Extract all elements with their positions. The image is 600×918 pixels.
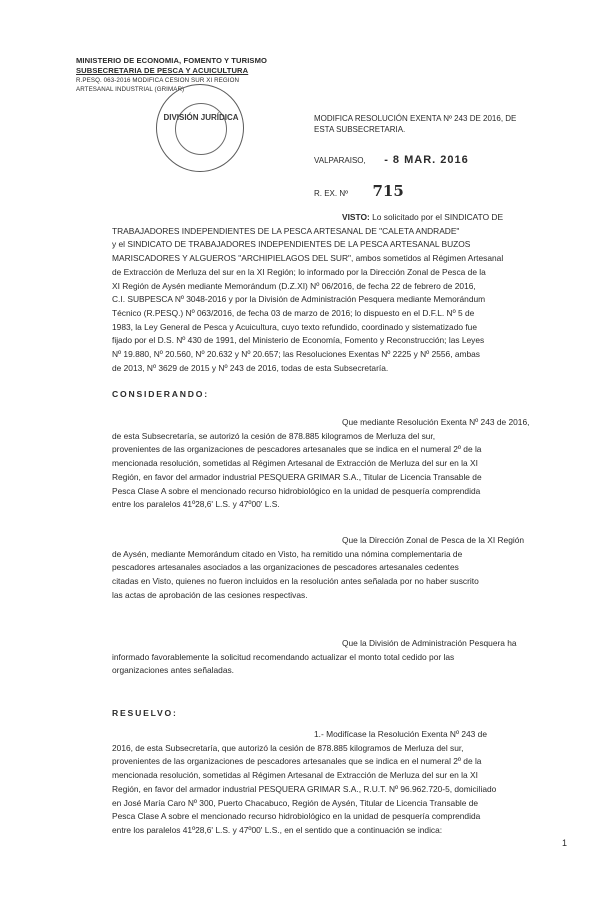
subject-block xyxy=(314,113,574,135)
visto-line: Lo solicitado por el SINDICATO DE xyxy=(372,212,504,222)
visto-line: Nº 19.880, Nº 20.560, Nº 20.632 y Nº 20.657; las Resoluciones Exentas Nº 2225 y Nº 2556, ambas xyxy=(112,349,480,360)
subject-line-2: ESTA SUBSECRETARIA. xyxy=(314,125,406,134)
rex-row xyxy=(314,182,514,201)
page-number: 1 xyxy=(562,838,568,848)
paragraph-line: Pesca Clase A sobre el mencionado recurso hidrobiológico en la unidad de pesquería comprendida xyxy=(112,811,481,822)
visto-line: MARISCADORES Y ALGUEROS "ARCHIPIELAGOS DEL SUR", ambos sometidos al Régimen Artesanal xyxy=(112,253,504,264)
visto-line: de Extracción de Merluza del sur en la XI Región; lo informado por la Dirección Zonal de Pesca de la xyxy=(112,266,486,277)
rex-label: R. EX. Nº xyxy=(314,189,349,198)
visto-line: fijado por el D.S. Nº 430 de 1991, del Ministerio de Economía, Fomento y Reconstrucción; las Leyes xyxy=(112,335,485,346)
paragraph-line: mencionada resolución, sometidas al Régimen Artesanal de Extracción de Merluza del sur en la XI xyxy=(112,458,478,469)
visto-line: y el SINDICATO DE TRABAJADORES INDEPENDIENTES DE LA PESCA ARTESANAL BUZOS xyxy=(112,239,471,250)
paragraph-line: entre los paralelos 41º28,6' L.S. y 47º00' L.S. xyxy=(112,499,280,510)
date-row xyxy=(314,150,574,168)
paragraph-line: informado favorablemente la solicitud recomendando actualizar el monto total cedido por las xyxy=(112,651,455,662)
paragraph-line: pescadores artesanales asociados a las organizaciones de pescadores artesanales cedentes xyxy=(112,562,459,573)
ministry-name: MINISTERIO DE ECONOMIA, FOMENTO Y TURISMO xyxy=(76,56,268,65)
reference-line-1: R.PESQ. 063-2016 MODIFICA CESION SUR XI REGION xyxy=(76,77,240,84)
resuelvo-heading: RESUELVO: xyxy=(112,708,178,718)
visto-line: TRABAJADORES INDEPENDIENTES DE LA PESCA ARTESANAL DE "CALETA ANDRADE" xyxy=(112,225,460,236)
paragraph-line: Región, en favor del armador industrial PESQUERA GRIMAR S.A., R.U.T. Nº 96.962.720-5, domiciliado xyxy=(112,783,497,794)
reference-line-2: ARTESANAL INDUSTRIAL (GRIMAR) xyxy=(76,86,185,93)
resuelvo-paragraph-1 xyxy=(112,728,572,838)
seal-inner-ring xyxy=(175,103,227,155)
paragraph-line: provenientes de las organizaciones de pescadores artesanales que se indica en el numeral 2º de la xyxy=(112,444,482,455)
paragraph-line: de esta Subsecretaría, se autorizó la cesión de 878.885 kilogramos de Merluza del sur, xyxy=(112,430,436,441)
paragraph-line: organizaciones antes señaladas. xyxy=(112,665,234,676)
paragraph-line: las actas de aprobación de las cesiones respectivas. xyxy=(112,589,308,600)
visto-line: XI Región de Aysén mediante Memorándum (D.Z.XI) Nº 06/2016, de fecha 22 de febrero de 2016, xyxy=(112,280,476,291)
visto-line: C.I. SUBPESCA Nº 3048-2016 y por la División de Administración Pesquera mediante Memorándum xyxy=(112,294,486,305)
division-juridica-seal xyxy=(156,84,244,172)
subject-line-1: MODIFICA RESOLUCIÓN EXENTA Nº 243 DE 2016, DE xyxy=(314,114,517,123)
seal-text: DIVISIÓN JURÍDICA xyxy=(163,113,239,122)
subsecretaria-name: SUBSECRETARIA DE PESCA Y ACUICULTURA xyxy=(76,66,249,75)
paragraph-line: provenientes de las organizaciones de pescadores artesanales que se indica en el numeral 2º de la xyxy=(112,756,482,767)
considerando-heading: CONSIDERANDO: xyxy=(112,389,209,399)
paragraph-line: Que la División de Administración Pesquera ha xyxy=(342,638,517,648)
paragraph-line: Región, en favor del armador industrial PESQUERA GRIMAR S.A., Titular de Licencia Transable de xyxy=(112,471,482,482)
paragraph-line: 2016, de esta Subsecretaría, que autorizó la cesión de 878.885 kilogramos de Merluza del sur, xyxy=(112,742,464,753)
paragraph-line: en José María Caro Nº 300, Puerto Chacabuco, Región de Aysén, Titular de Licencia Transable de xyxy=(112,797,479,808)
paragraph-line: 1.- Modifícase la Resolución Exenta Nº 243 de xyxy=(314,729,487,739)
paragraph-line: Pesca Clase A sobre el mencionado recurso hidrobiológico en la unidad de pesquería comprendida xyxy=(112,485,481,496)
considerando-paragraph-2 xyxy=(112,534,572,603)
paragraph-line: citadas en Visto, quienes no fueron incluidos en la resolución antes señalada por no haber suscrito xyxy=(112,576,479,587)
visto-section xyxy=(112,211,572,375)
paragraph-line: Que mediante Resolución Exenta Nº 243 de 2016, xyxy=(342,417,530,427)
visto-line: 1983, la Ley General de Pesca y Acuicultura, cuyo texto refundido, coordinado y sistematizado fue xyxy=(112,321,477,332)
visto-label: VISTO: xyxy=(342,212,370,222)
date-place: VALPARAISO, xyxy=(314,156,366,165)
date-stamp: - 8 MAR. 2016 xyxy=(384,154,469,166)
paragraph-line: entre los paralelos 41º28,6' L.S. y 47º00' L.S., en el sentido que a continuación se indica: xyxy=(112,824,443,835)
paragraph-line: mencionada resolución, sometidas al Régimen Artesanal de Extracción de Merluza del sur en la XI xyxy=(112,770,478,781)
rex-number: 715 xyxy=(372,182,404,200)
paragraph-line: Que la Dirección Zonal de Pesca de la XI Región xyxy=(342,535,525,545)
visto-line: Técnico (R.PESQ.) Nº 063/2016, de fecha 03 de marzo de 2016; lo dispuesto en el D.F.L. Nº 5 de xyxy=(112,307,475,318)
considerando-paragraph-3 xyxy=(112,637,572,678)
visto-line: de 2013, Nº 3629 de 2015 y Nº 243 de 2016, todas de esta Subsecretaría. xyxy=(112,362,389,373)
considerando-paragraph-1 xyxy=(112,416,572,512)
paragraph-line: de Aysén, mediante Memorándum citado en Visto, ha remitido una nómina complementaria de xyxy=(112,548,463,559)
